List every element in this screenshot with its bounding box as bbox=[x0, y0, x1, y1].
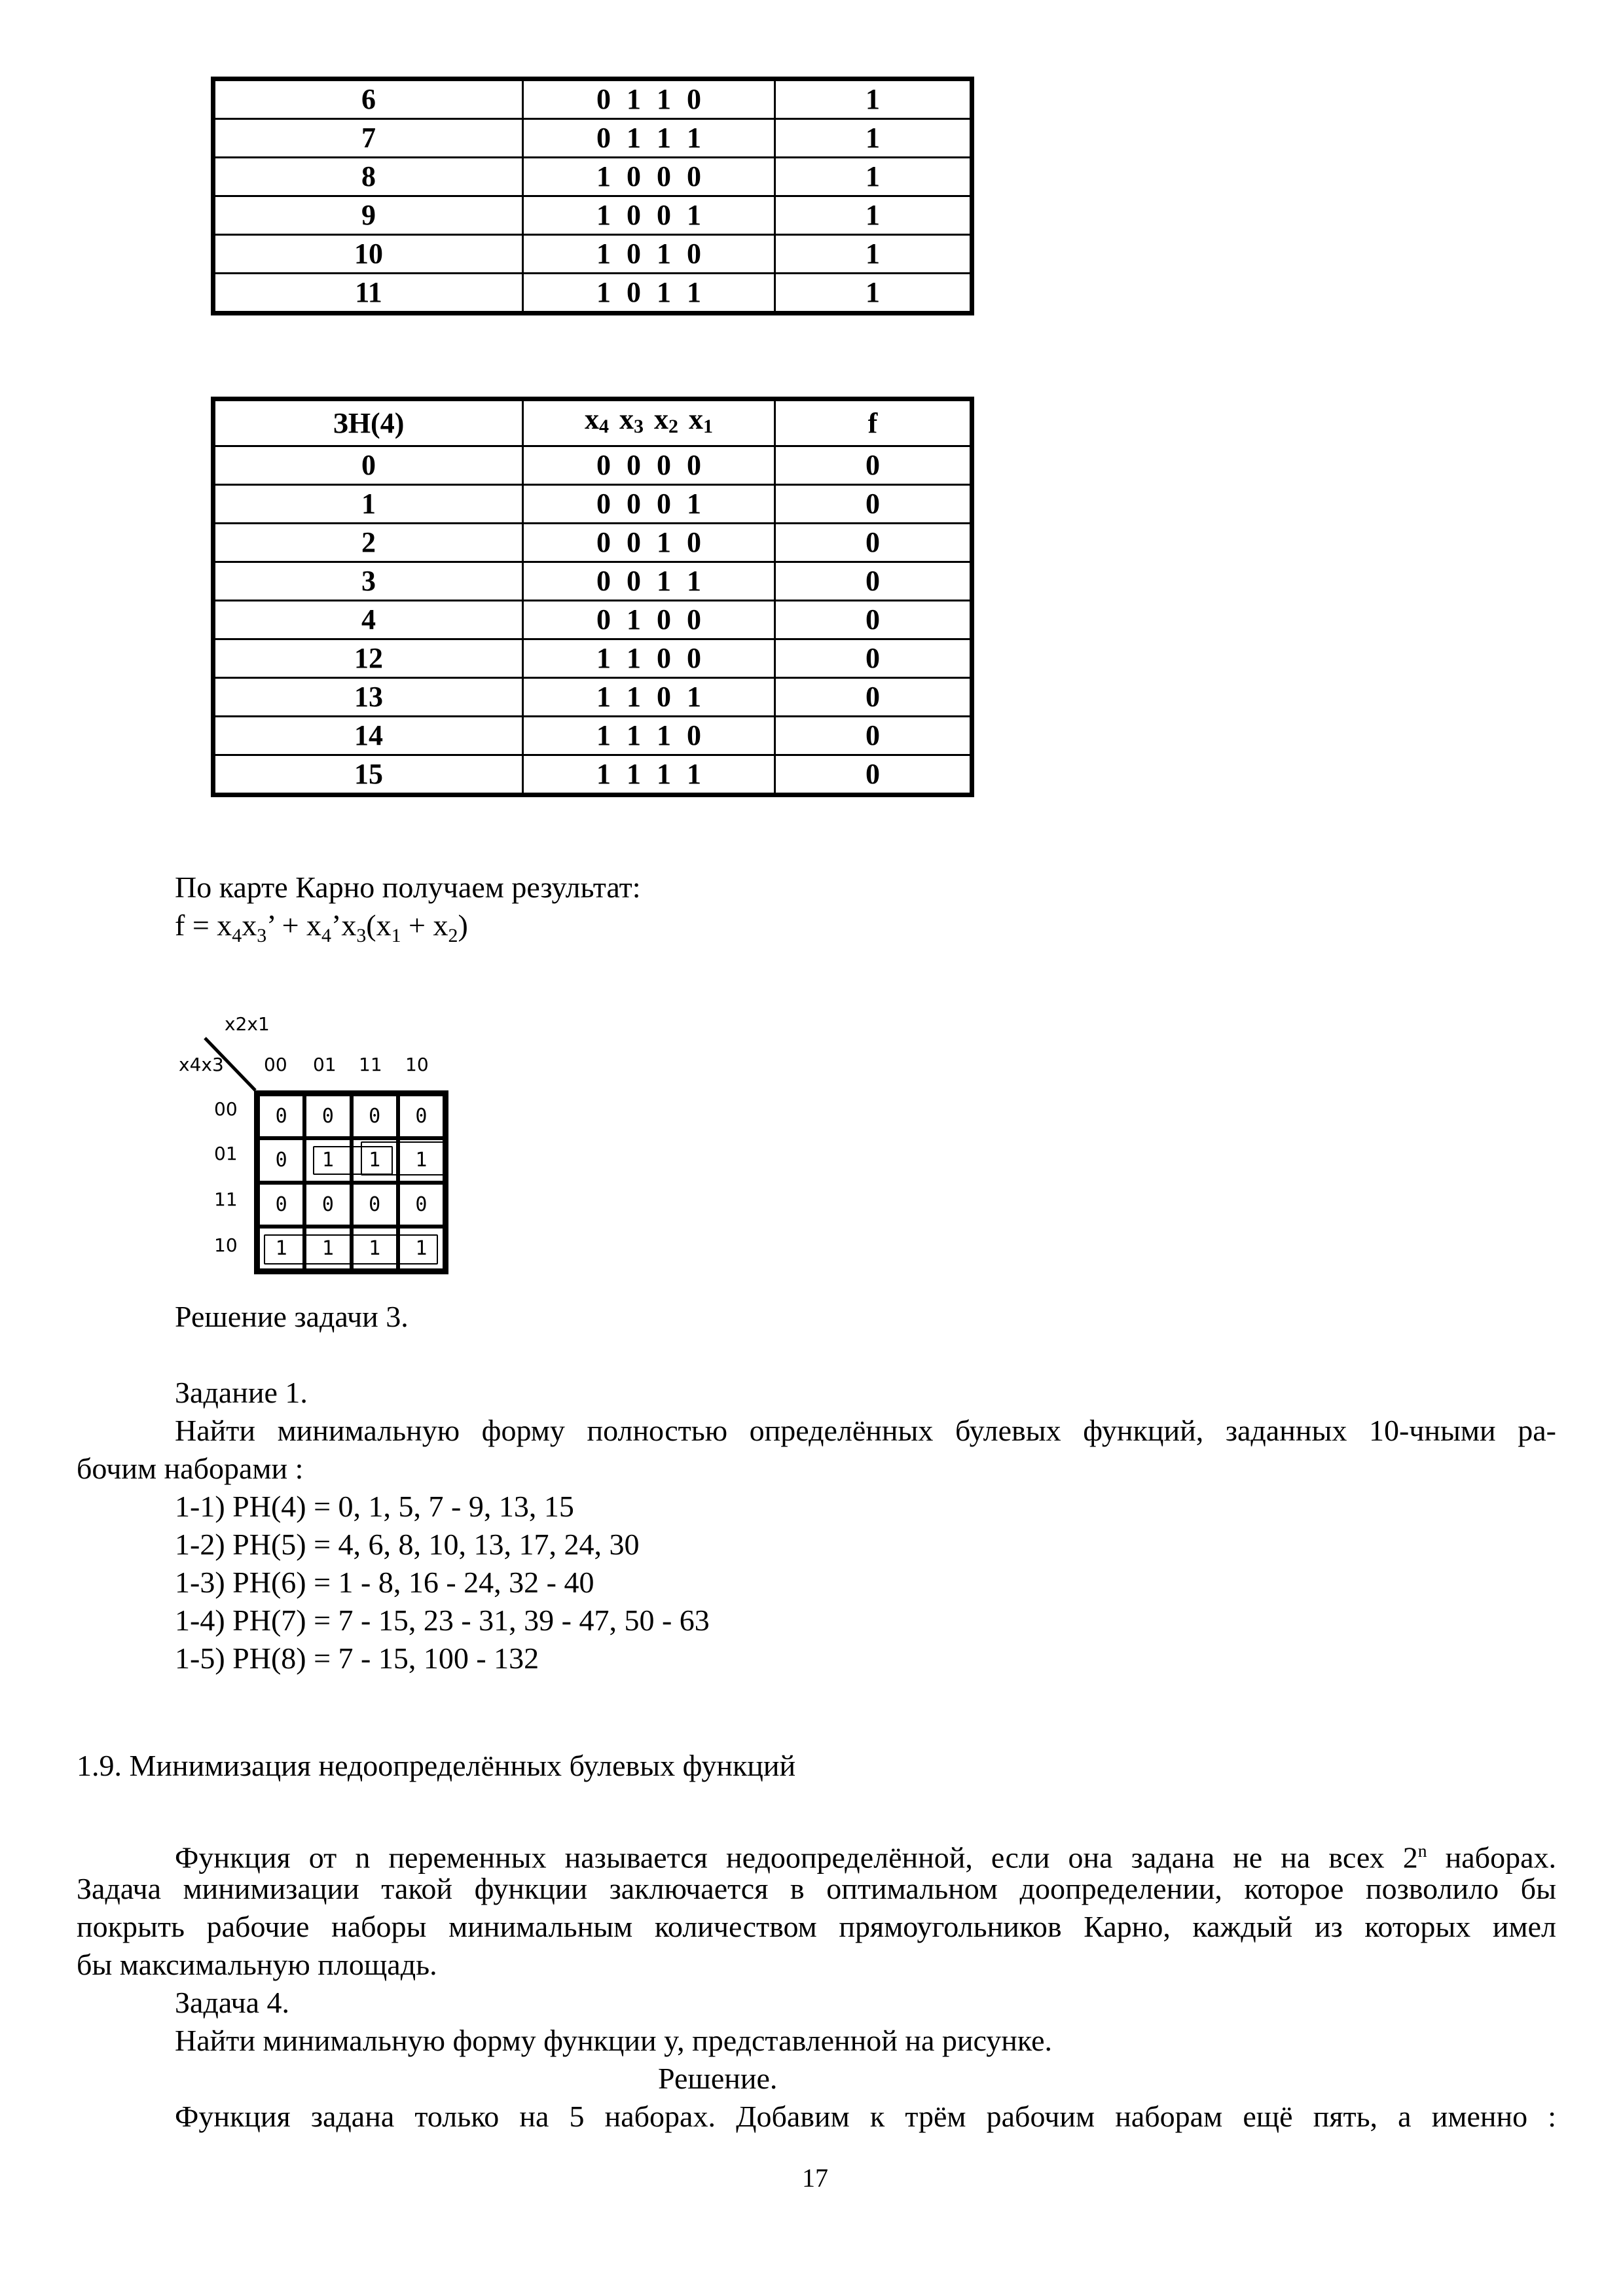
binary-code bbox=[523, 196, 775, 235]
function-value: 0 bbox=[775, 678, 972, 717]
set-number: 4 bbox=[213, 601, 523, 639]
binary-code bbox=[523, 274, 775, 314]
bit: 0 bbox=[627, 199, 641, 231]
bit: 0 bbox=[687, 526, 701, 558]
bit: 1 bbox=[596, 160, 611, 192]
function-value: 0 bbox=[775, 446, 972, 485]
task1-item: 1-5) РН(8) = 7 - 15, 100 - 132 bbox=[175, 1641, 539, 1675]
bit: 0 bbox=[687, 642, 701, 674]
binary-code bbox=[523, 678, 775, 717]
kmap-col-label: 11 bbox=[359, 1054, 382, 1075]
set-number: 2 bbox=[213, 524, 523, 562]
truth-table-zeros bbox=[211, 397, 974, 797]
result-formula: $f = x_4x_3$’ + $x_4’x_3(x_1 + x_2)$ bbox=[175, 908, 468, 947]
set-number: 11 bbox=[213, 274, 523, 314]
function-value: 1 bbox=[775, 274, 972, 314]
binary-code bbox=[523, 158, 775, 196]
kmap-cell: 0 bbox=[304, 1094, 351, 1138]
set-number: 0 bbox=[213, 446, 523, 485]
bit: 1 bbox=[596, 758, 611, 790]
binary-code bbox=[523, 235, 775, 274]
bit: 0 bbox=[627, 276, 641, 308]
kmap-group-row10 bbox=[264, 1234, 438, 1265]
bit: 0 bbox=[627, 526, 641, 558]
bit: 1 bbox=[596, 199, 611, 231]
kmap-cell: 0 bbox=[258, 1138, 304, 1182]
bit: 0 bbox=[657, 449, 671, 481]
kmap-cell: 0 bbox=[352, 1183, 398, 1227]
page-number: 17 bbox=[802, 2163, 828, 2193]
table-row bbox=[213, 235, 972, 274]
task1-item: 1-3) РН(6) = 1 - 8, 16 - 24, 32 - 40 bbox=[175, 1566, 594, 1599]
bit: 0 bbox=[596, 526, 611, 558]
function-value: 0 bbox=[775, 562, 972, 601]
binary-code bbox=[523, 601, 775, 639]
bit: 1 bbox=[627, 758, 641, 790]
bit: 0 bbox=[657, 603, 671, 636]
bit: 1 bbox=[627, 642, 641, 674]
section-p1-line4: бы максимальную площадь. bbox=[77, 1948, 437, 1981]
set-number: 9 bbox=[213, 196, 523, 235]
bit: 1 bbox=[596, 719, 611, 751]
bit: 1 bbox=[657, 238, 671, 270]
task4-text: Найти минимальную форму функции y, представленной на рисунке. bbox=[175, 2024, 1053, 2057]
bit: 0 bbox=[657, 642, 671, 674]
kmap-col-variables: x2x1 bbox=[225, 1013, 270, 1035]
binary-code bbox=[523, 485, 775, 524]
binary-code bbox=[523, 717, 775, 755]
table-row bbox=[213, 485, 972, 524]
header-f: f bbox=[775, 399, 972, 446]
kmap-cell: 1 bbox=[398, 1227, 445, 1270]
bit: 1 bbox=[687, 276, 701, 308]
function-value: 0 bbox=[775, 755, 972, 795]
set-number: 6 bbox=[213, 79, 523, 119]
table-row bbox=[213, 601, 972, 639]
function-value: 0 bbox=[775, 639, 972, 678]
bit: 1 bbox=[687, 758, 701, 790]
table-header-row bbox=[213, 399, 972, 446]
set-number: 15 bbox=[213, 755, 523, 795]
bit: 0 bbox=[687, 83, 701, 115]
bit: 1 bbox=[687, 681, 701, 713]
bit: 0 bbox=[687, 603, 701, 636]
bit: 0 bbox=[596, 565, 611, 597]
bit: 1 bbox=[657, 122, 671, 154]
kmap-grid bbox=[254, 1090, 448, 1274]
kmap-cell: 1 bbox=[352, 1138, 398, 1182]
table-row bbox=[213, 158, 972, 196]
kmap-col-label: 10 bbox=[405, 1054, 429, 1075]
function-value: 0 bbox=[775, 485, 972, 524]
bit: 1 bbox=[596, 642, 611, 674]
task1-text-line1: Найти минимальную форму полностью определённых булевых функций, заданных 10-чными ра- bbox=[175, 1414, 1556, 1447]
kmap-cell: 1 bbox=[352, 1227, 398, 1270]
set-number: 3 bbox=[213, 562, 523, 601]
set-number: 14 bbox=[213, 717, 523, 755]
kmap-group-row01-b bbox=[361, 1141, 445, 1175]
task1-item: 1-4) РН(7) = 7 - 15, 23 - 31, 39 - 47, 50 - 63 bbox=[175, 1604, 710, 1637]
bit: 1 bbox=[687, 565, 701, 597]
binary-code bbox=[523, 119, 775, 158]
table-row bbox=[213, 524, 972, 562]
binary-code bbox=[523, 639, 775, 678]
set-number: 1 bbox=[213, 485, 523, 524]
section-heading: 1.9. Минимизация недоопределённых булевых функций bbox=[77, 1749, 796, 1782]
bit: 0 bbox=[596, 83, 611, 115]
bit: 1 bbox=[687, 488, 701, 520]
task1-item: 1-2) РН(5) = 4, 6, 8, 10, 13, 17, 24, 30 bbox=[175, 1528, 640, 1561]
bit: 0 bbox=[627, 238, 641, 270]
bit: 0 bbox=[596, 122, 611, 154]
section-p1-line3: покрыть рабочие наборы минимальным количеством прямоугольников Карно, каждый из которых имел bbox=[77, 1910, 1556, 1943]
table-row bbox=[213, 717, 972, 755]
kmap-col-label: 01 bbox=[313, 1054, 337, 1075]
table-row bbox=[213, 79, 972, 119]
bit: 0 bbox=[657, 160, 671, 192]
set-number: 13 bbox=[213, 678, 523, 717]
bit: 1 bbox=[627, 603, 641, 636]
bit: 0 bbox=[657, 681, 671, 713]
bit: 1 bbox=[627, 122, 641, 154]
bit: 1 bbox=[687, 122, 701, 154]
function-value: 1 bbox=[775, 119, 972, 158]
set-number: 7 bbox=[213, 119, 523, 158]
bit: 0 bbox=[596, 488, 611, 520]
kmap-cell: 0 bbox=[352, 1094, 398, 1138]
kmap-cell: 0 bbox=[398, 1183, 445, 1227]
kmap-cell: 1 bbox=[398, 1138, 445, 1182]
bit: 0 bbox=[627, 488, 641, 520]
task1-item: 1-1) РН(4) = 0, 1, 5, 7 - 9, 13, 15 bbox=[175, 1490, 574, 1523]
set-number: 8 bbox=[213, 158, 523, 196]
bit: 1 bbox=[627, 681, 641, 713]
task1-text-line2: бочим наборами : bbox=[77, 1452, 304, 1485]
solution-text: Функция задана только на 5 наборах. Добавим к трём рабочим наборам ещё пять, а именно : bbox=[175, 2100, 1556, 2133]
set-number: 12 bbox=[213, 639, 523, 678]
bit: 1 bbox=[657, 83, 671, 115]
bit: 1 bbox=[657, 276, 671, 308]
table-row bbox=[213, 446, 972, 485]
function-value: 0 bbox=[775, 524, 972, 562]
binary-code bbox=[523, 79, 775, 119]
section-p1-line2: Задача минимизации такой функции заключается в оптимальном доопределении, которое позволило бы bbox=[77, 1872, 1556, 1905]
bit: 0 bbox=[687, 238, 701, 270]
bit: 1 bbox=[627, 83, 641, 115]
bit: 0 bbox=[627, 449, 641, 481]
task1-title: Задание 1. bbox=[175, 1376, 308, 1409]
binary-code bbox=[523, 755, 775, 795]
function-value: 1 bbox=[775, 79, 972, 119]
binary-code bbox=[523, 446, 775, 485]
table-row bbox=[213, 274, 972, 314]
kmap-caption: Решение задачи 3. bbox=[175, 1300, 409, 1333]
bit: 1 bbox=[596, 276, 611, 308]
kmap-cell: 1 bbox=[304, 1227, 351, 1270]
solution-label: Решение. bbox=[658, 2062, 778, 2095]
kmap-cell: 1 bbox=[304, 1138, 351, 1182]
table-row bbox=[213, 119, 972, 158]
kmap-row-variables: x4x3 bbox=[179, 1054, 224, 1075]
bit: 0 bbox=[596, 449, 611, 481]
bit: 0 bbox=[687, 160, 701, 192]
kmap-row-label: 00 bbox=[214, 1098, 238, 1120]
header-vars: $x_4$ $x_3$ $x_2$ $x_1$ bbox=[523, 399, 775, 446]
function-value: 1 bbox=[775, 235, 972, 274]
bit: 0 bbox=[596, 603, 611, 636]
function-value: 0 bbox=[775, 717, 972, 755]
header-set: ЗН(4) bbox=[213, 399, 523, 446]
bit: 1 bbox=[627, 719, 641, 751]
bit: 0 bbox=[627, 565, 641, 597]
bit: 0 bbox=[687, 449, 701, 481]
table-row bbox=[213, 678, 972, 717]
bit: 1 bbox=[687, 199, 701, 231]
bit: 0 bbox=[657, 488, 671, 520]
binary-code bbox=[523, 524, 775, 562]
table-row bbox=[213, 639, 972, 678]
kmap-cell: 0 bbox=[258, 1094, 304, 1138]
kmap-row-label: 10 bbox=[214, 1234, 238, 1256]
function-value: 0 bbox=[775, 601, 972, 639]
kmap-cell: 0 bbox=[398, 1094, 445, 1138]
kmap-cell: 0 bbox=[304, 1183, 351, 1227]
truth-table-ones bbox=[211, 77, 974, 315]
bit: 1 bbox=[657, 758, 671, 790]
task4-title: Задача 4. bbox=[175, 1986, 289, 2019]
function-value: 1 bbox=[775, 196, 972, 235]
result-intro: По карте Карно получаем результат: bbox=[175, 870, 641, 904]
kmap-cell: 1 bbox=[258, 1227, 304, 1270]
bit: 1 bbox=[596, 681, 611, 713]
table-row bbox=[213, 196, 972, 235]
bit: 1 bbox=[596, 238, 611, 270]
bit: 0 bbox=[687, 719, 701, 751]
section-p1-line1: Функция от n переменных называется недоопределённой, если она задана не на всех 2$^n$ наборах. bbox=[175, 1840, 1556, 1874]
kmap-row-label: 01 bbox=[214, 1143, 238, 1164]
bit: 0 bbox=[657, 199, 671, 231]
set-number: 10 bbox=[213, 235, 523, 274]
function-value: 1 bbox=[775, 158, 972, 196]
kmap-cell: 0 bbox=[258, 1183, 304, 1227]
bit: 1 bbox=[657, 526, 671, 558]
kmap-row-label: 11 bbox=[214, 1189, 238, 1210]
bit: 0 bbox=[627, 160, 641, 192]
table-row bbox=[213, 562, 972, 601]
binary-code bbox=[523, 562, 775, 601]
kmap-col-label: 00 bbox=[264, 1054, 287, 1075]
table-row bbox=[213, 755, 972, 795]
bit: 1 bbox=[657, 565, 671, 597]
bit: 1 bbox=[657, 719, 671, 751]
